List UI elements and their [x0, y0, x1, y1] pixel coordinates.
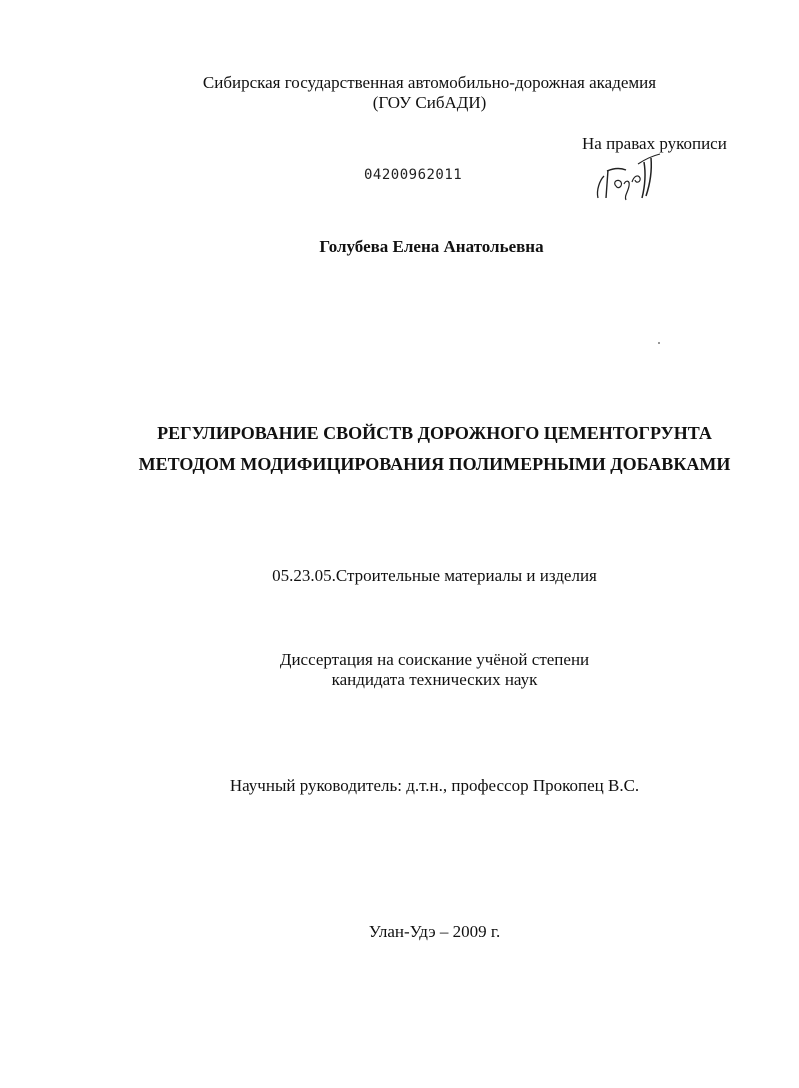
manuscript-rights-note: На правах рукописи	[582, 134, 727, 153]
degree-statement-line-1: Диссертация на соискание учёной степени	[279, 650, 590, 669]
author-name: Голубева Елена Анатольевна	[319, 237, 544, 256]
speciality-code: 05.23.05.Строительные материалы и изделия	[272, 566, 597, 585]
degree-statement-line-2: кандидата технических наук	[331, 670, 538, 689]
place-and-year: Улан-Удэ – 2009 г.	[368, 922, 501, 941]
dissertation-title-line-2: МЕТОДОМ МОДИФИЦИРОВАНИЯ ПОЛИМЕРНЫМИ ДОБАВКАМИ	[138, 454, 731, 474]
academy-name: Сибирская государственная автомобильно-дорожная академия	[202, 73, 657, 92]
academy-abbreviation: (ГОУ СибАДИ)	[372, 93, 487, 112]
scan-speck	[658, 342, 660, 344]
handwritten-signature	[588, 140, 668, 210]
dissertation-title-line-1: РЕГУЛИРОВАНИЕ СВОЙСТВ ДОРОЖНОГО ЦЕМЕНТОГРУНТА	[157, 423, 712, 443]
catalog-code: 04200962011	[364, 167, 463, 183]
scientific-supervisor: Научный руководитель: д.т.н., профессор Прокопец В.С.	[229, 776, 640, 795]
